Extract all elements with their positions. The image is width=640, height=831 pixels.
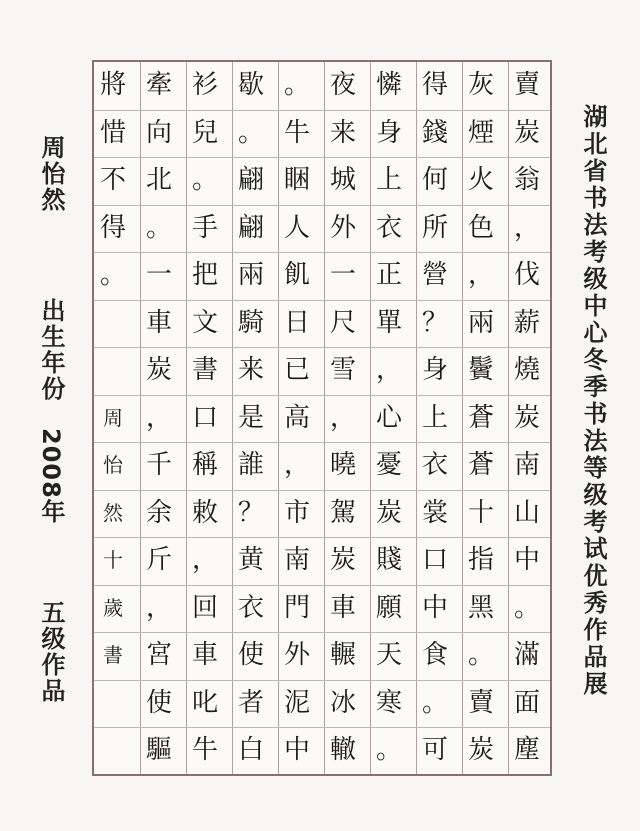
birth-year: 2008年: [37, 428, 65, 524]
character-cell: 得: [99, 212, 126, 243]
signature-character: 歲: [103, 595, 123, 620]
character-cell: 。: [375, 735, 402, 765]
character-cell: 蒼: [467, 450, 494, 480]
character-cell: 炭: [375, 497, 402, 528]
character-cell: 余: [145, 497, 172, 528]
character-cell: 睏: [283, 165, 310, 195]
character-cell: 天: [375, 640, 402, 670]
character-cell: ，: [191, 545, 218, 575]
character-cell: 賤: [375, 545, 402, 575]
character-cell: 南: [283, 545, 310, 575]
character-cell: 。: [237, 117, 264, 148]
character-cell: 。: [191, 165, 218, 195]
text-column: [182, 62, 228, 774]
signature-character: 然: [103, 500, 123, 525]
character-cell: 翩: [237, 165, 264, 195]
character-cell: 燒: [513, 355, 540, 385]
character-cell: 曉: [329, 450, 356, 480]
character-cell: 中: [513, 545, 540, 575]
character-cell: 轍: [329, 735, 356, 765]
character-cell: 身: [421, 355, 448, 385]
character-cell: ，: [467, 260, 494, 290]
calligraphy-grid-sheet: [92, 60, 552, 776]
character-cell: 將: [99, 70, 126, 100]
character-cell: 。: [421, 687, 448, 718]
character-cell: 伐: [513, 260, 540, 290]
character-cell: ，: [513, 212, 540, 243]
character-cell: ？: [237, 497, 264, 528]
character-cell: 飢: [283, 260, 310, 290]
right-caption: 湖北省书法考级中心冬季书法等级考试优秀作品展: [579, 104, 607, 698]
character-cell: 鬢: [467, 355, 494, 385]
character-cell: 惜: [99, 117, 126, 148]
signature-character: 書: [103, 643, 123, 667]
character-cell: 。: [99, 260, 126, 290]
character-cell: 外: [329, 212, 356, 243]
character-cell: 冰: [329, 687, 356, 718]
character-cell: 賣: [513, 70, 540, 100]
character-cell: 蒼: [467, 402, 494, 433]
character-cell: 来: [237, 355, 264, 385]
birth-year-label: 出生年份: [37, 298, 65, 402]
character-cell: 外: [283, 640, 310, 670]
text-column: [366, 62, 412, 774]
character-cell: 單: [375, 307, 402, 338]
character-cell: 口: [421, 545, 448, 575]
character-cell: 牛: [283, 117, 310, 148]
character-cell: 日: [283, 307, 310, 338]
character-cell: 所: [421, 212, 448, 243]
character-cell: 白: [237, 735, 264, 765]
character-cell: 憐: [375, 70, 402, 100]
character-cell: 裳: [421, 497, 448, 528]
character-cell: 駕: [329, 497, 356, 528]
character-cell: 食: [421, 640, 448, 670]
character-cell: 宮: [145, 640, 172, 670]
character-cell: 牽: [145, 70, 172, 100]
character-cell: 身: [375, 117, 402, 148]
character-cell: 門: [283, 592, 310, 623]
character-cell: 文: [191, 307, 218, 338]
character-cell: 衣: [237, 592, 264, 623]
character-cell: 憂: [375, 450, 402, 480]
character-cell: 車: [191, 640, 218, 670]
character-cell: 錢: [421, 117, 448, 148]
character-cell: 尺: [329, 307, 356, 338]
character-cell: ，: [283, 450, 310, 480]
character-cell: 北: [145, 165, 172, 195]
character-cell: 不: [99, 165, 126, 195]
character-cell: 塵: [513, 735, 540, 765]
character-cell: 滿: [513, 640, 540, 670]
text-column: [274, 62, 320, 774]
character-cell: 兒: [191, 117, 218, 148]
character-cell: 騎: [237, 307, 264, 338]
character-cell: 十: [467, 497, 494, 528]
character-cell: 兩: [467, 307, 494, 338]
character-cell: 炭: [467, 735, 494, 765]
character-cell: 南: [513, 450, 540, 480]
text-column: [320, 62, 366, 774]
author-name: 周怡然: [37, 135, 65, 213]
character-cell: 。: [513, 592, 540, 623]
text-column: [412, 62, 458, 774]
character-cell: 正: [375, 260, 402, 290]
character-cell: 寒: [375, 687, 402, 718]
character-cell: 可: [421, 735, 448, 765]
character-cell: 炭: [329, 545, 356, 575]
character-cell: 車: [145, 307, 172, 338]
character-cell: 衣: [375, 212, 402, 243]
character-cell: 回: [191, 592, 218, 623]
character-cell: 高: [283, 402, 310, 433]
character-cell: 色: [467, 212, 494, 243]
character-cell: 中: [421, 592, 448, 623]
character-cell: 手: [191, 212, 218, 243]
character-cell: 翩: [237, 212, 264, 243]
signature-column: [90, 62, 136, 774]
signature-character: 周: [103, 405, 123, 430]
character-cell: 面: [513, 687, 540, 718]
character-cell: 一: [145, 260, 172, 290]
character-cell: 市: [283, 497, 310, 528]
grade-label: 五级作品: [37, 600, 65, 704]
character-cell: 炭: [145, 355, 172, 385]
character-cell: 中: [283, 735, 310, 765]
character-cell: 炭: [513, 117, 540, 148]
character-cell: 一: [329, 260, 356, 290]
character-cell: 得: [421, 70, 448, 100]
character-cell: 衣: [421, 450, 448, 480]
character-cell: 把: [191, 260, 218, 290]
character-cell: 来: [329, 117, 356, 148]
character-cell: 已: [283, 355, 310, 385]
character-cell: 心: [375, 402, 402, 433]
character-cell: 人: [283, 212, 310, 243]
character-cell: 薪: [513, 307, 540, 338]
character-cell: 。: [145, 212, 172, 243]
character-cell: 何: [421, 165, 448, 195]
character-cell: ，: [145, 402, 172, 433]
character-cell: 黑: [467, 592, 494, 623]
character-cell: 泥: [283, 687, 310, 718]
character-cell: 雪: [329, 355, 356, 385]
text-column: [458, 62, 504, 774]
character-cell: 車: [329, 592, 356, 623]
character-cell: 斤: [145, 545, 172, 575]
character-cell: 驅: [145, 735, 172, 765]
character-cell: 口: [191, 402, 218, 433]
character-cell: 夜: [329, 70, 356, 100]
character-cell: 。: [283, 70, 310, 100]
character-cell: 兩: [237, 260, 264, 290]
character-cell: 誰: [237, 450, 264, 480]
character-cell: 叱: [191, 687, 218, 718]
text-column: [136, 62, 182, 774]
character-cell: 使: [237, 640, 264, 670]
signature-character: 十: [103, 548, 123, 572]
text-column: [228, 62, 274, 774]
character-cell: 煙: [467, 117, 494, 148]
character-cell: ？: [421, 307, 448, 338]
character-cell: 指: [467, 545, 494, 575]
character-cell: ，: [145, 592, 172, 623]
character-cell: 賣: [467, 687, 494, 718]
character-cell: 上: [421, 402, 448, 433]
character-cell: 千: [145, 450, 172, 480]
character-cell: 上: [375, 165, 402, 195]
character-cell: 炭: [513, 402, 540, 433]
character-cell: 稱: [191, 450, 218, 480]
character-cell: ，: [375, 355, 402, 385]
character-cell: 向: [145, 117, 172, 148]
character-cell: 歇: [237, 70, 264, 100]
character-cell: 營: [421, 260, 448, 290]
character-cell: 是: [237, 402, 264, 433]
character-cell: 山: [513, 497, 540, 528]
character-cell: 牛: [191, 735, 218, 765]
character-cell: 城: [329, 165, 356, 195]
character-cell: 者: [237, 687, 264, 718]
character-cell: 火: [467, 165, 494, 195]
signature-character: 怡: [103, 453, 123, 477]
character-cell: 灰: [467, 70, 494, 100]
character-cell: 。: [467, 640, 494, 670]
character-cell: 敕: [191, 497, 218, 528]
character-cell: ，: [329, 402, 356, 433]
character-cell: 願: [375, 592, 402, 623]
character-cell: 書: [191, 355, 218, 385]
character-cell: 衫: [191, 70, 218, 100]
text-column: [504, 62, 550, 774]
character-cell: 使: [145, 687, 172, 718]
character-cell: 黄: [237, 545, 264, 575]
character-cell: 輾: [329, 640, 356, 670]
character-cell: 翁: [513, 165, 540, 195]
